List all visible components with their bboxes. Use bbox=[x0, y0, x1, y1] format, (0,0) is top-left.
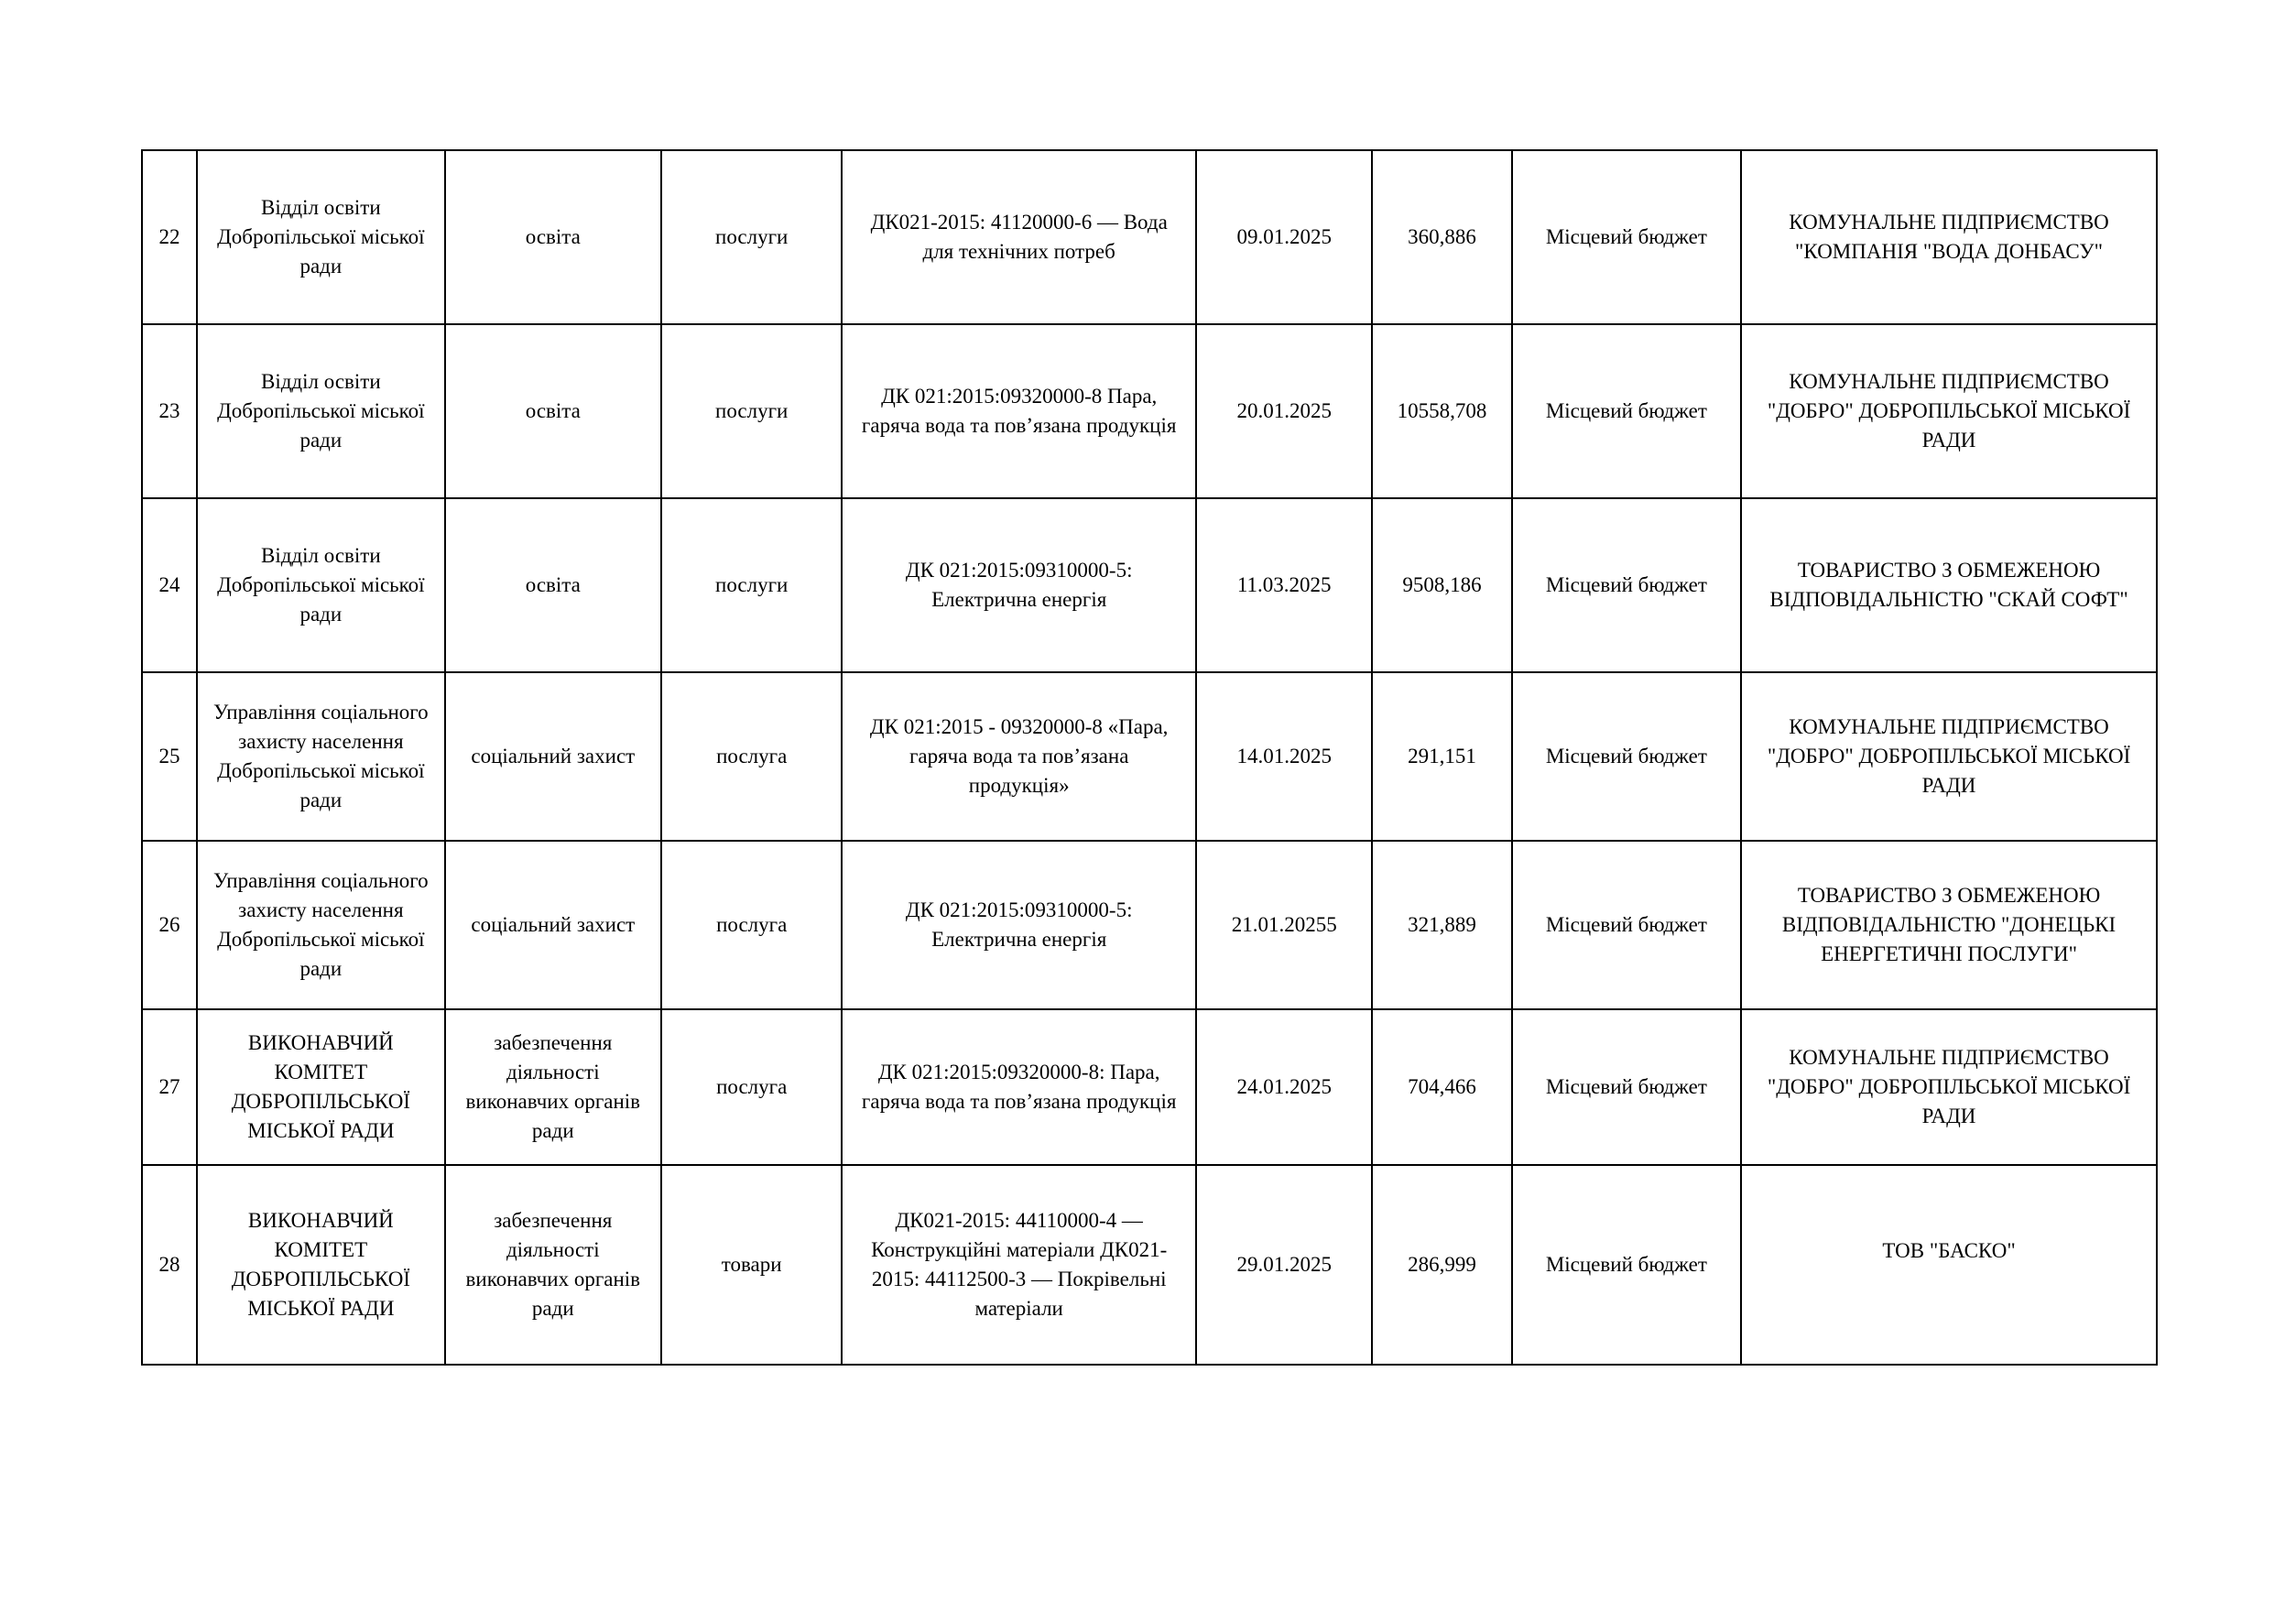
procurement-type-cell: послуги bbox=[661, 324, 842, 498]
sector-cell: освіта bbox=[445, 324, 661, 498]
subject-cell: ДК 021:2015 - 09320000-8 «Пара, гаряча вода та пов’язана продукція» bbox=[842, 672, 1196, 841]
sector-cell: забезпечення діяльності виконавчих органів ради bbox=[445, 1165, 661, 1365]
table-row bbox=[142, 672, 2157, 841]
sector-cell: соціальний захист bbox=[445, 672, 661, 841]
subject-cell: ДК 021:2015:09310000-5: Електрична енергія bbox=[842, 841, 1196, 1009]
sector-cell: соціальний захист bbox=[445, 841, 661, 1009]
table-row bbox=[142, 1165, 2157, 1365]
sector-cell: освіта bbox=[445, 150, 661, 324]
amount-cell: 10558,708 bbox=[1372, 324, 1511, 498]
supplier-cell: ТОВАРИСТВО З ОБМЕЖЕНОЮ ВІДПОВІДАЛЬНІСТЮ "СКАЙ СОФТ" bbox=[1741, 498, 2157, 672]
subject-cell: ДК021-2015: 41120000-6 — Вода для технічних потреб bbox=[842, 150, 1196, 324]
funding-source-cell: Місцевий бюджет bbox=[1512, 1009, 1741, 1165]
subject-cell: ДК 021:2015:09310000-5: Електрична енергія bbox=[842, 498, 1196, 672]
row-number: 23 bbox=[142, 324, 197, 498]
amount-cell: 321,889 bbox=[1372, 841, 1511, 1009]
funding-source-cell: Місцевий бюджет bbox=[1512, 498, 1741, 672]
procurement-type-cell: послуга bbox=[661, 1009, 842, 1165]
funding-source-cell: Місцевий бюджет bbox=[1512, 1165, 1741, 1365]
date-cell: 24.01.2025 bbox=[1196, 1009, 1372, 1165]
table-row bbox=[142, 841, 2157, 1009]
procurement-type-cell: послуги bbox=[661, 498, 842, 672]
customer-cell: Відділ освіти Добропільської міської ради bbox=[197, 498, 444, 672]
customer-cell: Відділ освіти Добропільської міської ради bbox=[197, 324, 444, 498]
table-row bbox=[142, 1009, 2157, 1165]
supplier-cell: ТОВАРИСТВО З ОБМЕЖЕНОЮ ВІДПОВІДАЛЬНІСТЮ "ДОНЕЦЬКІ ЕНЕРГЕТИЧНІ ПОСЛУГИ" bbox=[1741, 841, 2157, 1009]
amount-cell: 360,886 bbox=[1372, 150, 1511, 324]
sector-cell: забезпечення діяльності виконавчих органів ради bbox=[445, 1009, 661, 1165]
procurement-type-cell: послуга bbox=[661, 841, 842, 1009]
date-cell: 21.01.20255 bbox=[1196, 841, 1372, 1009]
row-number: 22 bbox=[142, 150, 197, 324]
row-number: 27 bbox=[142, 1009, 197, 1165]
table-row bbox=[142, 150, 2157, 324]
subject-cell: ДК 021:2015:09320000-8: Пара, гаряча вода та пов’язана продукція bbox=[842, 1009, 1196, 1165]
funding-source-cell: Місцевий бюджет bbox=[1512, 672, 1741, 841]
date-cell: 11.03.2025 bbox=[1196, 498, 1372, 672]
row-number: 26 bbox=[142, 841, 197, 1009]
procurement-type-cell: послуги bbox=[661, 150, 842, 324]
sector-cell: освіта bbox=[445, 498, 661, 672]
customer-cell: Управління соціального захисту населення Добропільської міської ради bbox=[197, 841, 444, 1009]
date-cell: 20.01.2025 bbox=[1196, 324, 1372, 498]
procurement-type-cell: товари bbox=[661, 1165, 842, 1365]
table-row bbox=[142, 324, 2157, 498]
amount-cell: 286,999 bbox=[1372, 1165, 1511, 1365]
funding-source-cell: Місцевий бюджет bbox=[1512, 324, 1741, 498]
amount-cell: 9508,186 bbox=[1372, 498, 1511, 672]
customer-cell: ВИКОНАВЧИЙ КОМІТЕТ ДОБРОПІЛЬСЬКОЇ МІСЬКОЇ РАДИ bbox=[197, 1165, 444, 1365]
customer-cell: Управління соціального захисту населення Добропільської міської ради bbox=[197, 672, 444, 841]
date-cell: 29.01.2025 bbox=[1196, 1165, 1372, 1365]
funding-source-cell: Місцевий бюджет bbox=[1512, 841, 1741, 1009]
row-number: 28 bbox=[142, 1165, 197, 1365]
customer-cell: Відділ освіти Добропільської міської ради bbox=[197, 150, 444, 324]
date-cell: 14.01.2025 bbox=[1196, 672, 1372, 841]
row-number: 25 bbox=[142, 672, 197, 841]
date-cell: 09.01.2025 bbox=[1196, 150, 1372, 324]
supplier-cell: КОМУНАЛЬНЕ ПІДПРИЄМСТВО "ДОБРО" ДОБРОПІЛЬСЬКОЇ МІСЬКОЇ РАДИ bbox=[1741, 1009, 2157, 1165]
funding-source-cell: Місцевий бюджет bbox=[1512, 150, 1741, 324]
procurement-type-cell: послуга bbox=[661, 672, 842, 841]
supplier-cell: ТОВ "БАСКО" bbox=[1741, 1165, 2157, 1365]
procurement-table bbox=[141, 149, 2158, 1366]
supplier-cell: КОМУНАЛЬНЕ ПІДПРИЄМСТВО "КОМПАНІЯ "ВОДА ДОНБАСУ" bbox=[1741, 150, 2157, 324]
subject-cell: ДК 021:2015:09320000-8 Пара, гаряча вода та пов’язана продукція bbox=[842, 324, 1196, 498]
customer-cell: ВИКОНАВЧИЙ КОМІТЕТ ДОБРОПІЛЬСЬКОЇ МІСЬКОЇ РАДИ bbox=[197, 1009, 444, 1165]
amount-cell: 704,466 bbox=[1372, 1009, 1511, 1165]
table-row bbox=[142, 498, 2157, 672]
subject-cell: ДК021-2015: 44110000-4 — Конструкційні матеріали ДК021- 2015: 44112500-3 — Покрівельні матеріали bbox=[842, 1165, 1196, 1365]
supplier-cell: КОМУНАЛЬНЕ ПІДПРИЄМСТВО "ДОБРО" ДОБРОПІЛЬСЬКОЇ МІСЬКОЇ РАДИ bbox=[1741, 324, 2157, 498]
amount-cell: 291,151 bbox=[1372, 672, 1511, 841]
supplier-cell: КОМУНАЛЬНЕ ПІДПРИЄМСТВО "ДОБРО" ДОБРОПІЛЬСЬКОЇ МІСЬКОЇ РАДИ bbox=[1741, 672, 2157, 841]
row-number: 24 bbox=[142, 498, 197, 672]
